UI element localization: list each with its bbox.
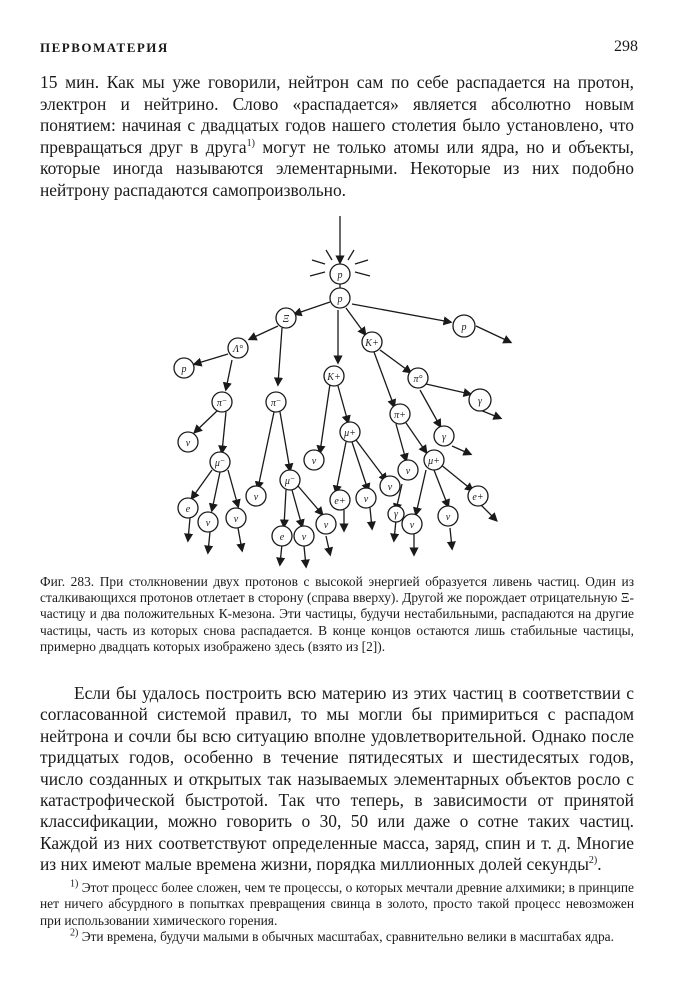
particle-label: e [279,532,285,543]
particle-label: e+ [334,496,346,507]
particle-label: ν [409,520,415,531]
paragraph-1-text-b: могут не только атомы или ядра, но и объекты, которые иногда называются элементарными. Некоторые из них подобно нейтрону распадаются самопроизвольно. [40,136,634,200]
particle-label: e [185,504,191,515]
particle-label: ν [205,518,211,529]
particle-label: μ⁻ [214,458,226,469]
particle-label: μ+ [428,456,440,467]
particle-label: ν [311,456,317,467]
particle-label: p [337,294,343,305]
particle-shower-figure [150,214,530,576]
paragraph-1-text-a: 15 мин. Как мы уже говорили, нейтрон сам по себе распадается на протон, электрон и нейтрино. Слово «распадается» является абсолютно новым понятием: начиная с двадцатых годов нашего столетия было установлено, что превращаться друг в друга [40,72,634,157]
particle-label: γ [394,509,398,520]
particle-shower-diagram [150,214,530,576]
footnote-1 [40,880,634,929]
running-title: ПЕРВОМАТЕРИЯ [40,40,169,55]
particle-label: μ⁻ [284,476,296,487]
footnote-2 [40,929,634,945]
paragraph-1 [40,72,634,202]
paragraph-2-text: Если бы удалось построить всю материю из этих частиц в соответствии с согласованной системой правил, то мы могли бы примириться с распадом нейтрона и сочли бы всю ситуацию вполне удовлетворительной. Однако после тридцатых годов, особенно в течение пятидесятых и шестидесятых годов, число созданных и открытых так называемых элементарных объектов росло с катастрофической быстротой. Так что теперь, в зависимости от принятой классификации, можно говорить о 30, 50 или даже о сотне таких частиц. Каждой из них соответствуют определенные масса, заряд, спин и т. д. Многие из них имеют малые времена жизни, порядка миллионных долей секунды [40,683,634,875]
particle-label: K+ [365,338,379,349]
footnote-ref-1: 1) [246,137,255,149]
particle-label: γ [478,396,482,407]
footnote-marker: 1) [70,878,79,890]
particle-label: π+ [394,410,406,421]
footnote-text: Этот процесс более сложен, чем те процессы, о которых мечтали древние алхимики; в принципе нет ничего абсурдного в попытках превращения свинца в золото, просто такой процесс невозможен при использовании химического горения. [40,880,634,928]
particle-label: ν [323,520,329,531]
paragraph-2-end: . [597,854,602,875]
particle-label: p [337,270,343,281]
particle-label: Λ° [232,344,244,355]
footnote-text: Эти времена, будучи малыми в обычных масштабах, сравнительно велики в масштабах ядра. [81,928,614,944]
page-number: 298 [614,38,638,55]
particle-label: p [181,364,187,375]
particle-label: ν [233,514,239,525]
particle-label: ν [253,492,259,503]
page-header [40,40,638,60]
footnote-marker: 2) [70,927,79,939]
particle-label: μ+ [344,428,356,439]
paragraph-2 [40,683,634,876]
particle-label: ν [387,482,393,493]
footnotes [40,880,634,945]
particle-label: π⁻ [216,398,228,409]
particle-label: π° [413,374,423,385]
particle-label: K+ [327,372,341,383]
particle-label: Ξ [282,314,290,325]
footnote-ref-2: 2) [588,855,598,867]
particle-label: ν [363,494,369,505]
particle-label: p [461,322,467,333]
figure-caption: Фиг. 283. При столкновении двух протонов с высокой энергией образуется ливень частиц. Один из сталкивающихся протонов отлетает в сторону (справа вверху). Другой же порождает отрицательную Ξ-частицу и два положительных К-мезона. Эти частицы, будучи нестабильными, распадаются на другие частицы, часть из которых снова распадается. В конце концов остаются лишь стабильные частицы, примерно двадцать которых изображено здесь (взято из [2]). [40,574,634,654]
particle-label: ν [301,532,307,543]
particle-label: ν [445,512,451,523]
particle-label: e+ [472,492,484,503]
particle-label: ν [185,438,191,449]
particle-label: ν [405,466,411,477]
particle-label: γ [442,432,446,443]
particle-label: π⁻ [270,398,282,409]
